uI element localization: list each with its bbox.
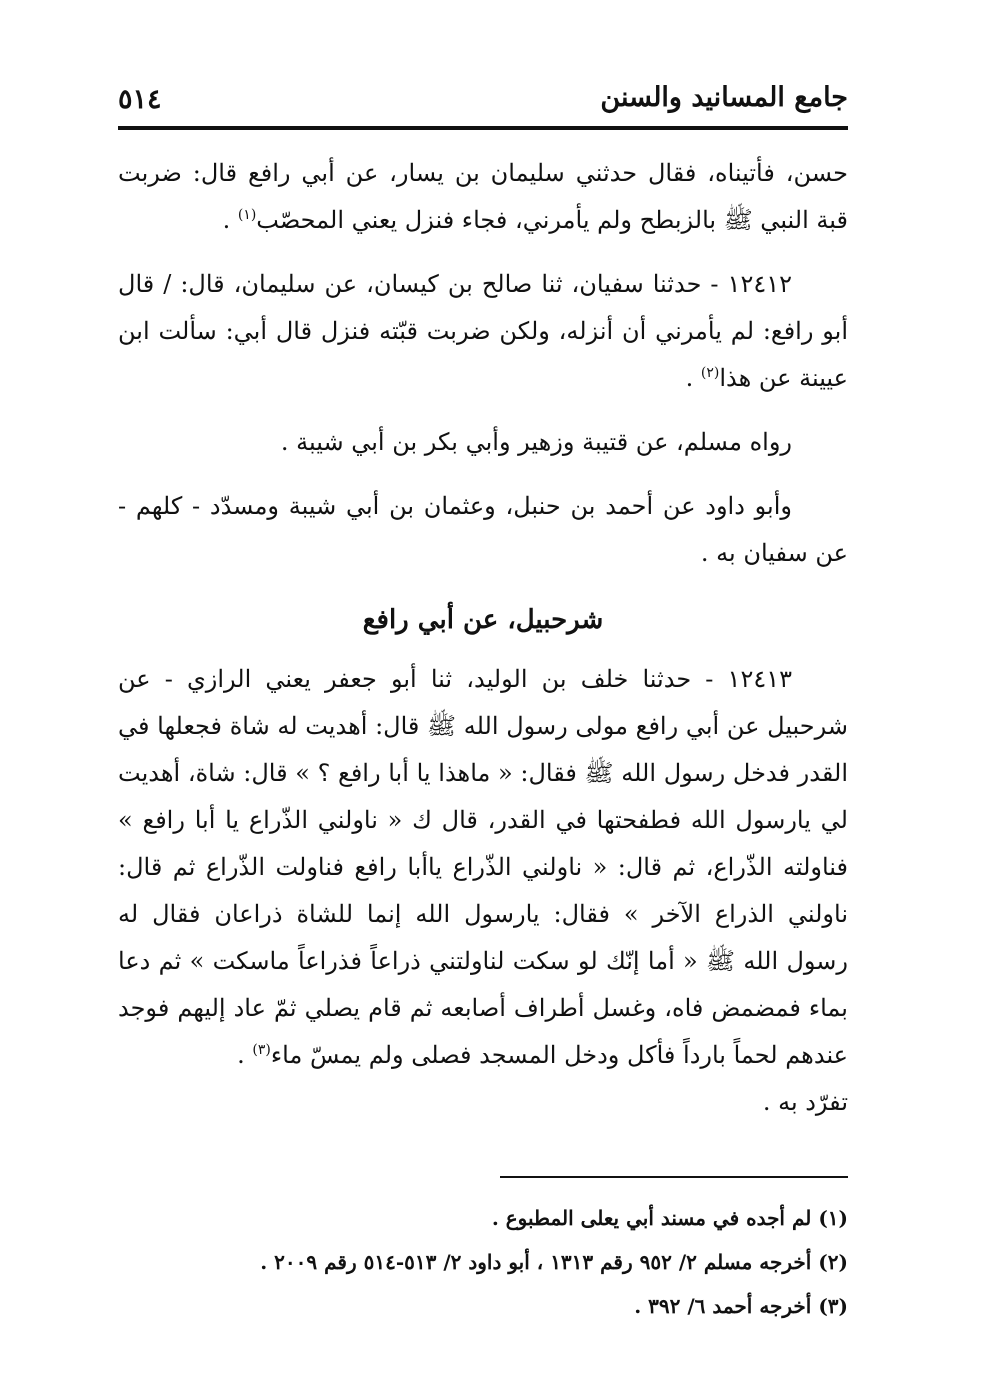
paragraph-text: ١٢٤١٢ - حدثنا سفيان، ثنا صالح بن كيسان، عن سليمان، قال: / قال أبو رافع: لم يأمرني أن أنزله، ولكن ضربت قبّته فنزل قال أبي: سألت ابن عيينة عن هذا [118,270,848,392]
footnote-3: (٣) أخرجه أحمد ٦/ ٣٩٢ . [634,1294,848,1318]
footnote-1: (١) لم أجده في مسند أبي يعلى المطبوع . [491,1206,848,1230]
tafarrud-note: تفرّد به . [762,1088,848,1116]
main-text [118,150,848,1126]
footnote-ref-3: (٣) [252,1042,271,1058]
paragraph-end: . [685,364,701,392]
takhrij-abu-dawud: وأبو داود عن أحمد بن حنبل، وعثمان بن أبي شيبة ومسدّد - كلهم - عن سفيان به . [118,492,848,567]
footnotes [118,1196,848,1328]
page-number: ٥١٤ [118,84,162,115]
footnote-ref-1: (١) [237,207,257,223]
paragraph-end: . [222,206,238,234]
hadith-12413 [118,656,848,1079]
paragraph-text: حسن، فأتيناه، فقال حدثني سليمان بن يسار، عن أبي رافع قال: ضربت قبة النبي ﷺ بالزبطح ولم يأمرني، فجاء فنزل يعني المحصّب [118,159,848,234]
hadith-12412 [118,261,848,402]
paragraph-end: . [237,1041,253,1069]
footnote-separator [500,1176,848,1178]
paragraph-continuation [118,150,848,244]
footnote-2: (٢) أخرجه مسلم ٢/ ٩٥٢ رقم ١٣١٣ ، أبو داود ٢/ ٥١٣-٥١٤ رقم ٢٠٠٩ . [260,1250,848,1274]
takhrij-muslim: رواه مسلم، عن قتيبة وزهير وأبي بكر بن أبي شيبة . [280,428,792,456]
footnote-ref-2: (٢) [700,365,720,381]
paragraph-text: ١٢٤١٣ - حدثنا خلف بن الوليد، ثنا أبو جعفر يعني الرازي - عن شرحبيل عن أبي رافع مولى رسول الله ﷺ قال: أهديت له شاة فجعلها في القدر فدخل رسول الله ﷺ فقال: « ماهذا يا أبا رافع ؟ » قال: شاة، أهديت لي يارسول الله فطفحتها في القدر، قال ك « ناولني الذّراع يا أبا رافع » فناولته الذّراع، ثم قال: « ناولني الذّراع ياأبا رافع فناولت الذّراع ثم قال: ناولني الذراع الآخر » فقال: يارسول الله إنما للشاة ذراعان فقال له رسول الله ﷺ « أما إنّك لو سكت لناولتني ذراعاً فذراعاً ماسكت » ثم دعا بماء فمضمض فاه، وغسل أطراف أصابعه ثم قام يصلي ثمّ عاد إليهم فوجد عندهم لحماً بارداً فأكل ودخل المسجد فصلى ولم يمسّ ماء [118,665,848,1069]
running-header [118,78,848,122]
book-title: جامع المسانيد والسنن [600,82,848,113]
header-rule [118,126,848,130]
section-heading: شرحبيل، عن أبي رافع [362,605,604,635]
